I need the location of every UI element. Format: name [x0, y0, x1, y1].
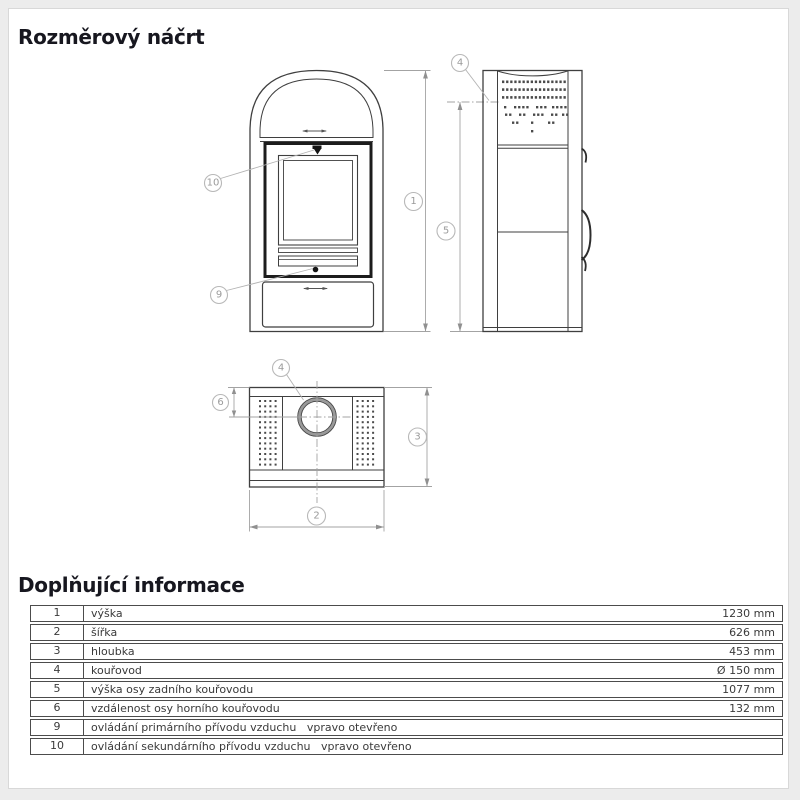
front-view	[205, 71, 500, 332]
primary-air-control	[313, 267, 319, 273]
row-value: 1230 mm	[722, 606, 775, 620]
dimension-3-depth	[384, 388, 432, 487]
dimension-6-flue-axis-distance	[213, 388, 299, 418]
callout-10-label: 10	[206, 177, 220, 189]
row-number: 5	[31, 682, 84, 697]
callout-6-label: 6	[217, 397, 224, 408]
callout-4-side-label: 4	[456, 57, 464, 69]
table-row	[30, 605, 783, 622]
side-perforation-holes	[502, 81, 568, 133]
info-table	[30, 605, 783, 757]
callout-9-label: 9	[215, 289, 223, 301]
arch-air-slider-indicator	[302, 130, 327, 133]
row-label: kouřovod	[91, 663, 142, 677]
row-number: 10	[31, 739, 84, 754]
table-row	[30, 700, 783, 717]
callout-2-label: 2	[313, 510, 320, 522]
side-view	[452, 55, 591, 332]
dimension-5-flue-axis-height	[437, 102, 499, 332]
callout-4-top-label: 4	[277, 362, 285, 374]
dimension-1-height	[384, 71, 431, 332]
row-value: 626 mm	[729, 625, 775, 639]
row-number: 9	[31, 720, 84, 735]
row-value: 1077 mm	[722, 682, 775, 696]
row-label: ovládání primárního přívodu vzduchu vpravo otevřeno	[91, 720, 398, 734]
row-number: 2	[31, 625, 84, 640]
table-row	[30, 681, 783, 698]
row-number: 3	[31, 644, 84, 659]
row-label: hloubka	[91, 644, 135, 658]
table-row	[30, 738, 783, 755]
table-row	[30, 643, 783, 660]
row-label: výška	[91, 606, 123, 620]
table-row	[30, 662, 783, 679]
row-number: 1	[31, 606, 84, 621]
row-number: 4	[31, 663, 84, 678]
side-top-curve	[498, 71, 568, 76]
callout-1-label: 1	[410, 196, 417, 207]
section-title: Doplňující informace	[18, 573, 245, 597]
row-label: ovládání sekundárního přívodu vzduchu vpravo otevřeno	[91, 739, 412, 753]
row-number: 6	[31, 701, 84, 716]
row-label: vzdálenost osy horního kouřovodu	[91, 701, 280, 715]
table-row	[30, 719, 783, 736]
row-label: výška osy zadního kouřovodu	[91, 682, 254, 696]
arch-panel-outline	[260, 79, 373, 138]
callout-3-label: 3	[414, 431, 421, 443]
row-label: šířka	[91, 625, 118, 639]
table-row	[30, 624, 783, 641]
dimension-2-width	[250, 490, 385, 532]
row-value: 132 mm	[729, 701, 775, 715]
door-frame	[265, 144, 371, 277]
door-handle	[582, 210, 591, 260]
callout-5-label: 5	[442, 225, 450, 237]
ash-drawer-slider-indicator	[303, 287, 328, 290]
page-title: Rozměrový náčrt	[18, 25, 205, 49]
top-view	[213, 360, 433, 532]
callout-4-top	[273, 360, 304, 401]
row-value: Ø 150 mm	[716, 663, 775, 677]
row-value: 453 mm	[729, 644, 775, 658]
